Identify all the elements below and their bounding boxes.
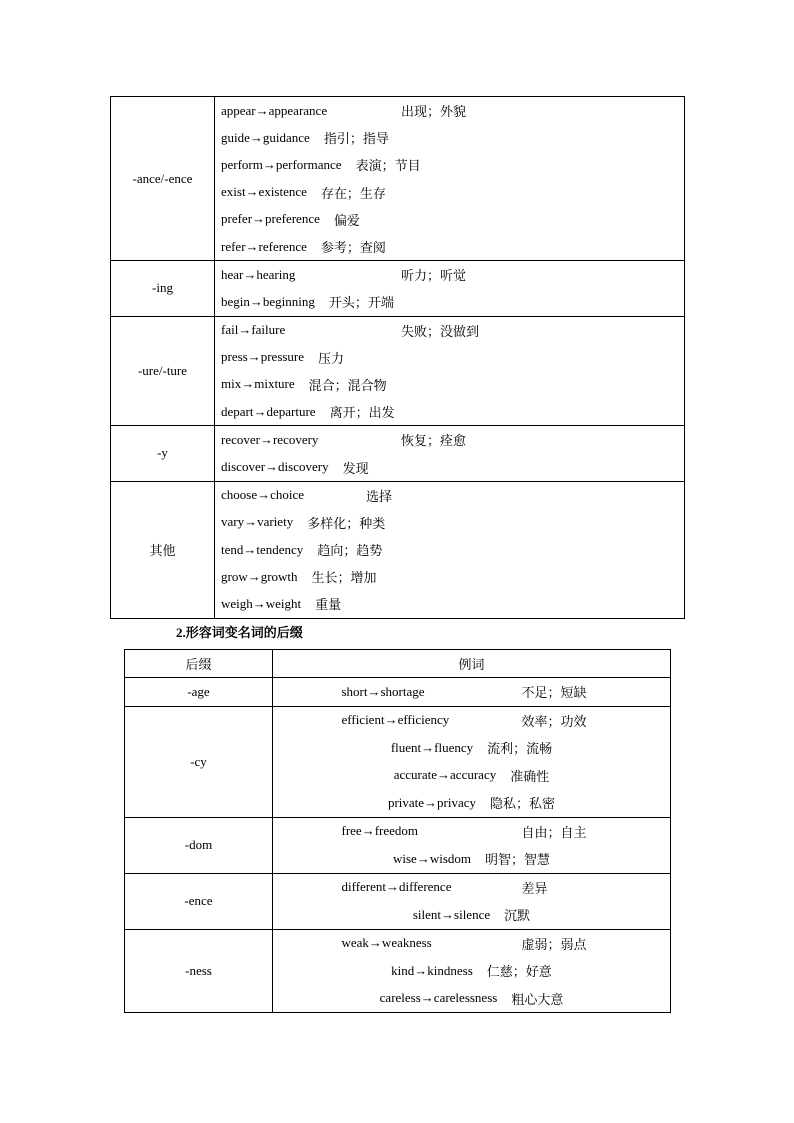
table-row: [125, 706, 671, 817]
word-meaning: 趋向；趋势: [317, 544, 383, 560]
word-meaning: 明智；智慧: [484, 853, 550, 869]
word-meaning: 自由；自主: [521, 825, 587, 841]
word-meaning: 偏爱: [333, 213, 360, 229]
example-line: [273, 845, 670, 873]
example-line: [221, 233, 678, 260]
word-pair: choose→choice: [221, 487, 305, 503]
example-line: [221, 536, 678, 563]
word-pair: depart→departure: [221, 403, 316, 419]
examples-cell: [215, 426, 685, 481]
table-row: [111, 426, 685, 481]
word-meaning: 不足；短缺: [521, 686, 587, 702]
word-pair: weak→weakness: [341, 935, 432, 951]
example-line: [273, 957, 670, 985]
word-pair: guide→guidance: [221, 129, 310, 145]
example-line: [221, 261, 678, 288]
suffix-cell: -y: [111, 426, 215, 481]
table-row: [125, 678, 671, 707]
word-meaning: 压力: [318, 351, 345, 367]
example-line: [221, 563, 678, 590]
word-pair: efficient→efficiency: [341, 712, 450, 728]
word-pair: fail→failure: [221, 322, 286, 338]
word-meaning: 效率；功效: [521, 714, 587, 730]
word-meaning: 粗心大意: [511, 992, 564, 1008]
word-meaning: 隐私；私密: [490, 797, 556, 813]
example-line: [221, 179, 678, 206]
word-pair: appear→appearance: [221, 102, 328, 118]
word-pair: press→pressure: [221, 349, 305, 365]
word-pair: weigh→weight: [221, 595, 302, 611]
word-pair: begin→beginning: [221, 293, 315, 309]
word-meaning: 表演；节目: [355, 159, 421, 175]
word-pair: short→shortage: [341, 683, 425, 699]
example-line: [221, 509, 678, 536]
word-pair: grow→growth: [221, 568, 298, 584]
suffix-cell: -ence: [125, 873, 273, 929]
section-heading: [176, 622, 303, 641]
word-pair: discover→discovery: [221, 459, 329, 475]
word-pair: kind→kindness: [391, 962, 473, 978]
word-pair: accurate→accuracy: [393, 767, 497, 783]
word-pair: different→difference: [341, 879, 452, 895]
adjective-suffix-table: [124, 649, 671, 1013]
word-pair: hear→hearing: [221, 266, 296, 282]
table-row: [125, 929, 671, 1013]
example-line: [273, 985, 670, 1013]
example-line: [273, 818, 670, 846]
word-pair: fluent→fluency: [390, 739, 474, 755]
suffix-cell: [111, 481, 215, 618]
header-examples: 例词: [273, 650, 671, 678]
word-meaning: 听力；听觉: [401, 269, 467, 285]
example-line: [221, 151, 678, 178]
word-meaning: 重量: [315, 598, 342, 614]
suffix-cell: -ness: [125, 929, 273, 1013]
word-meaning: 差异: [521, 881, 548, 897]
header-suffix: 后缀: [125, 650, 273, 678]
table-row: [111, 481, 685, 618]
section-number: 2.: [176, 625, 186, 640]
example-line: [221, 398, 678, 425]
table-row: [111, 261, 685, 316]
word-pair: perform→performance: [221, 156, 342, 172]
word-meaning: 混合；混合物: [308, 378, 387, 394]
suffix-cell: -ing: [111, 261, 215, 316]
word-meaning: 流利；流畅: [487, 742, 553, 758]
examples-cell: [273, 817, 671, 873]
suffix-cell: -ure/-ture: [111, 316, 215, 426]
example-line: [221, 206, 678, 233]
table-row: [111, 97, 685, 261]
example-line: [273, 678, 670, 706]
example-line: [221, 317, 678, 344]
suffix-cell: -cy: [125, 706, 273, 817]
examples-cell: [273, 706, 671, 817]
table-row: [125, 817, 671, 873]
example-line: [221, 344, 678, 371]
examples-cell: [215, 97, 685, 261]
example-line: [221, 453, 678, 480]
example-line: [221, 97, 678, 124]
word-meaning: 沉默: [504, 909, 531, 925]
word-pair: wise→wisdom: [392, 850, 471, 866]
word-pair: exist→existence: [221, 184, 307, 200]
example-line: [273, 707, 670, 735]
example-line: [273, 734, 670, 762]
word-pair: vary→variety: [221, 514, 294, 530]
table-header-row: [125, 650, 671, 678]
examples-cell: [215, 261, 685, 316]
word-meaning: 参考；查阅: [320, 241, 386, 257]
suffix-cell: -ance/-ence: [111, 97, 215, 261]
example-line: [221, 426, 678, 453]
word-meaning: 开头；开端: [328, 296, 394, 312]
word-meaning: 发现: [342, 461, 369, 477]
examples-cell: [215, 481, 685, 618]
verb-suffix-table: [110, 96, 685, 619]
example-line: [221, 371, 678, 398]
word-meaning: 离开；出发: [329, 406, 395, 422]
word-pair: private→privacy: [387, 794, 477, 810]
example-line: [273, 789, 670, 817]
example-line: [221, 124, 678, 151]
example-line: [273, 901, 670, 929]
word-meaning: 虚弱；弱点: [521, 937, 587, 953]
table-row: [111, 316, 685, 426]
word-pair: tend→tendency: [221, 541, 304, 557]
section-title: 形容词变名词的后缀: [185, 626, 303, 641]
example-line: [221, 288, 678, 315]
word-pair: recover→recovery: [221, 431, 319, 447]
word-meaning: 仁慈；好意: [486, 965, 552, 981]
examples-cell: [215, 316, 685, 426]
word-meaning: 指引；指导: [323, 132, 389, 148]
word-meaning: 选择: [366, 489, 393, 505]
suffix-cell: -dom: [125, 817, 273, 873]
word-pair: mix→mixture: [221, 376, 295, 392]
example-line: [273, 762, 670, 790]
word-meaning: 失败；没做到: [401, 324, 480, 340]
example-line: [273, 874, 670, 902]
word-pair: free→freedom: [341, 823, 419, 839]
word-meaning: 准确性: [510, 769, 550, 785]
word-pair: prefer→preference: [221, 211, 320, 227]
suffix-cell: -age: [125, 678, 273, 707]
word-meaning: 存在；生存: [320, 186, 386, 202]
example-line: [221, 482, 678, 509]
suffix-label: 其他: [149, 544, 176, 560]
word-pair: refer→reference: [221, 238, 307, 254]
examples-cell: [273, 873, 671, 929]
examples-cell: [273, 678, 671, 707]
word-meaning: 出现；外貌: [401, 105, 467, 121]
word-pair: careless→carelessness: [379, 990, 498, 1006]
word-meaning: 恢复；痊愈: [401, 434, 467, 450]
example-line: [221, 590, 678, 617]
word-pair: silent→silence: [412, 906, 491, 922]
word-meaning: 多样化；种类: [307, 516, 386, 532]
example-line: [273, 930, 670, 958]
examples-cell: [273, 929, 671, 1013]
word-meaning: 生长；增加: [311, 571, 377, 587]
table-row: [125, 873, 671, 929]
